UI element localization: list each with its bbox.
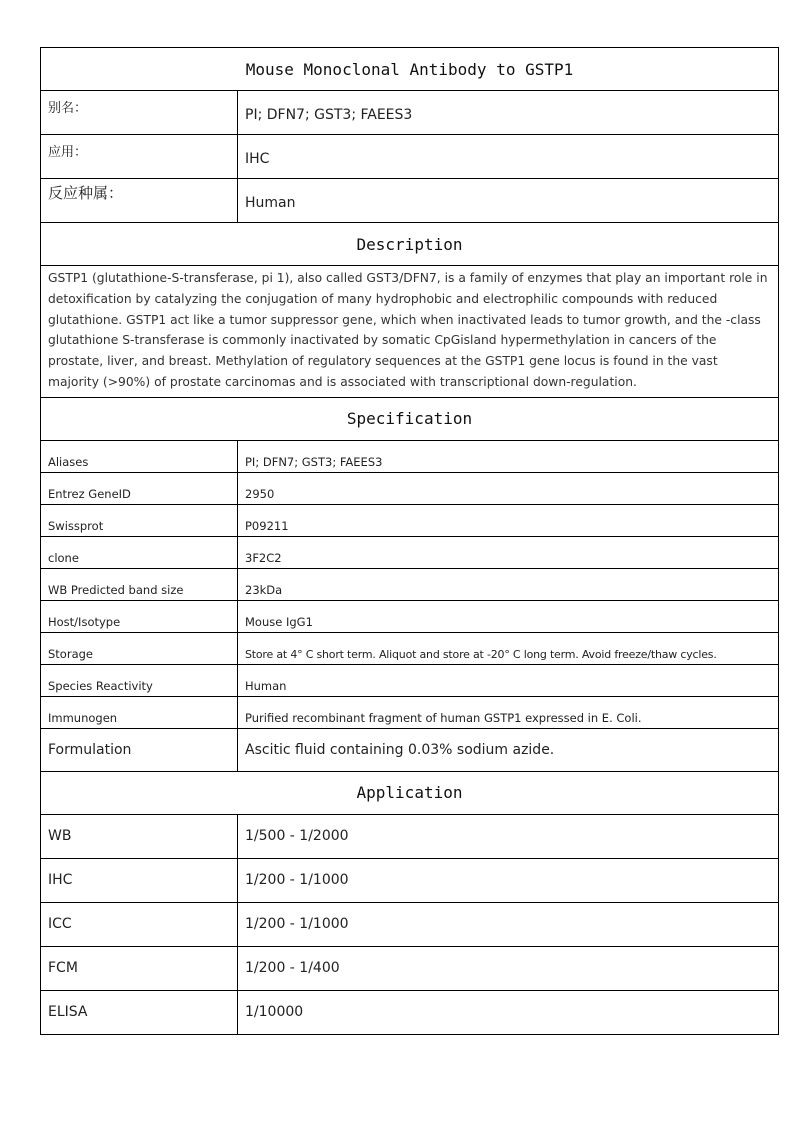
spec-row-species — [40, 665, 779, 697]
info-label: 别名： — [41, 91, 238, 134]
application-heading: Application — [356, 783, 463, 803]
spec-label: Formulation — [41, 729, 238, 771]
spec-value: Human — [245, 678, 287, 693]
spec-label: Storage — [41, 633, 238, 664]
app-label: FCM — [41, 947, 238, 990]
app-label: WB — [41, 815, 238, 858]
spec-value: 3F2C2 — [245, 550, 282, 565]
spec-label: Entrez GeneID — [41, 473, 238, 504]
app-label: IHC — [41, 859, 238, 902]
spec-row-band-size — [40, 569, 779, 601]
info-row-reactivity — [40, 179, 779, 223]
application-heading-row — [40, 772, 779, 815]
spec-row-immunogen — [40, 697, 779, 729]
app-row-ihc — [40, 859, 779, 903]
app-value: 1/200 - 1/1000 — [245, 916, 349, 933]
app-value: 1/10000 — [245, 1004, 304, 1021]
spec-value: Store at 4° C short term. Aliquot and store at -20° C long term. Avoid freeze/thaw cycles. — [245, 647, 717, 661]
spec-row-aliases — [40, 441, 779, 473]
spec-label: Swissprot — [41, 505, 238, 536]
app-value: 1/200 - 1/1000 — [245, 872, 349, 889]
info-row-application — [40, 135, 779, 179]
specification-heading: Specification — [346, 409, 473, 429]
info-value: Human — [245, 194, 296, 211]
description-text: GSTP1 (glutathione-S-transferase, pi 1), also called GST3/DFN7, is a family of enzymes that play an important role in detoxification by catalyzing the conjugation of many hydrophobic and electrophilic compounds with reduced glutathione. GSTP1 act like a tumor suppressor gene, which when inactivated leads to tumor growth, and the -class glutathione S-transferase is commonly inactivated by somatic CpGisland hypermethylation in cancers of the prostate, liver, and breast. Methylation of regulatory sequences at the GSTP1 gene locus is found in the vast majority (>90%) of prostate carcinomas and is associated with transcriptional down-regulation. — [40, 266, 779, 398]
app-row-fcm — [40, 947, 779, 991]
spec-label: Host/Isotype — [41, 601, 238, 632]
spec-row-swissprot — [40, 505, 779, 537]
spec-label: WB Predicted band size — [41, 569, 238, 600]
spec-row-clone — [40, 537, 779, 569]
description-heading-row — [40, 223, 779, 266]
product-title: Mouse Monoclonal Antibody to GSTP1 — [245, 59, 574, 79]
app-value: 1/500 - 1/2000 — [245, 828, 349, 845]
spec-row-formulation — [40, 729, 779, 772]
spec-value: P09211 — [245, 518, 289, 533]
spec-value: Purified recombinant fragment of human GSTP1 expressed in E. Coli. — [245, 710, 642, 725]
spec-row-host — [40, 601, 779, 633]
specification-heading-row — [40, 398, 779, 441]
description-heading: Description — [356, 234, 463, 254]
spec-value: Ascitic fluid containing 0.03% sodium azide. — [245, 741, 555, 758]
datasheet-table — [40, 47, 779, 1035]
info-value: PI; DFN7; GST3; FAEES3 — [245, 106, 413, 123]
spec-label: Immunogen — [41, 697, 238, 728]
app-label: ELISA — [41, 991, 238, 1034]
spec-value: PI; DFN7; GST3; FAEES3 — [245, 454, 383, 469]
product-title-row — [40, 47, 779, 91]
spec-value: 23kDa — [245, 582, 283, 597]
info-value: IHC — [245, 150, 270, 167]
info-label: 应用： — [41, 135, 238, 178]
app-value: 1/200 - 1/400 — [245, 960, 340, 977]
app-row-wb — [40, 815, 779, 859]
spec-label: Aliases — [41, 441, 238, 472]
info-row-alias — [40, 91, 779, 135]
app-label: ICC — [41, 903, 238, 946]
spec-row-entrez — [40, 473, 779, 505]
app-row-icc — [40, 903, 779, 947]
spec-row-storage — [40, 633, 779, 665]
info-label: 反应种属： — [41, 179, 238, 222]
app-row-elisa — [40, 991, 779, 1035]
spec-label: Species Reactivity — [41, 665, 238, 696]
spec-label: clone — [41, 537, 238, 568]
spec-value: 2950 — [245, 486, 275, 501]
spec-value: Mouse IgG1 — [245, 614, 313, 629]
